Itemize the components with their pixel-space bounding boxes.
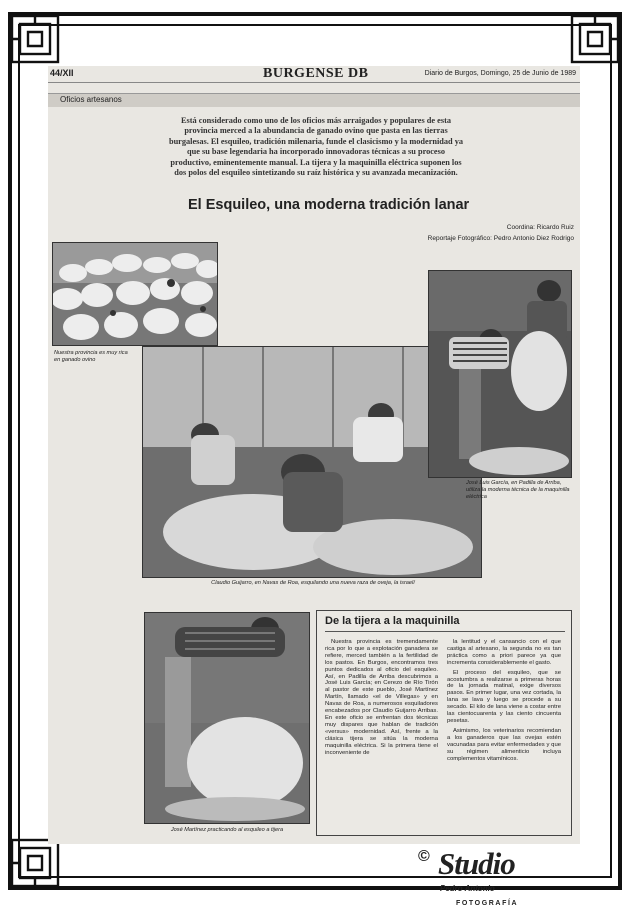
credit-photos: Reportaje Fotográfico: Pedro Antonio Diez Rodrigo	[427, 235, 574, 242]
copyright-symbol: ©	[418, 848, 430, 865]
caption-main: Claudio Guijarro, en Navas de Roa, esquilando una nueva raza de oveja, la israelí	[211, 580, 415, 586]
article-col2-p3: Asimismo, los veterinarios recomiendan a los ganaderos que las ovejas estén vacunadas para evitar enfermedades y que su régimen alimenticio incluya complementos vitamínicos.	[447, 727, 561, 762]
headline: El Esquileo, una moderna tradición lanar	[188, 197, 470, 213]
logo-name: Pedro Antonio	[440, 884, 495, 893]
corner-ornament-tr	[568, 12, 622, 66]
article-column-1	[325, 639, 438, 756]
page-header	[48, 66, 580, 83]
article-title: De la tijera a la maquinilla	[325, 615, 460, 627]
logo-subtitle: FOTOGRAFÍA	[456, 900, 519, 907]
section-bar	[48, 93, 580, 107]
section-title: Oficios artesanos	[60, 95, 122, 104]
photo-scissor-shearing	[144, 612, 310, 824]
caption-sheep: Nuestra provincia es muy rica en ganado ovino	[54, 350, 128, 363]
corner-ornament-bl	[8, 836, 62, 890]
issue-date: Diario de Burgos, Domingo, 25 de Junio de 1989	[424, 70, 576, 77]
article-col2-p2: El proceso del esquileo, que se acostumbra a realizarse a primeras horas de la jornada matinal, exige diversos pasos. En primer lugar, una vez cortada, la lana se lava y luego se procede a su secado. El kilo de lana viene a costar entre las cientocuarenta y las ciento cincuenta pesetas.	[447, 669, 561, 724]
credits	[428, 222, 574, 244]
logo-studio-text: Studio	[438, 846, 515, 881]
article-col2-p1: la lentitud y el cansancio con el que castiga al artesano, la segunda no es tan práctica como a priori parece ya que incrementa considerablemente el gasto.	[447, 639, 561, 666]
article-box	[316, 610, 572, 836]
caption-bottom: José Martínez practicando al esquileo a tijera	[170, 827, 284, 833]
studio-logo	[410, 846, 620, 912]
newspaper-page	[48, 66, 580, 844]
credit-coordination: Coordina: Ricardo Ruiz	[506, 224, 574, 231]
photo-electric-shearing	[428, 270, 572, 478]
masthead: BURGENSE DB	[263, 66, 369, 81]
intro-text: Está considerado como uno de los oficios más arraigados y populares de esta provincia merced a la abundancia de ganado ovino que pasta en las tierras burgalesas. El esquileo, tradición milenaria, funde el clasicismo y la modernidad ya que su base legendaria ha incorporado innovadoras técnicas a su proceso productivo, eminentemente manual. La tijera y la maquinilla eléctrica suponen los dos polos del esquileo sintetizando su raíz histórica y su avanzada mecanización.	[168, 116, 464, 178]
article-column-2	[447, 639, 561, 765]
photo-sheep-flock	[52, 242, 218, 346]
article-col1-text: Nuestra provincia es tremendamente rica por lo que a explotación ganadera se refiere, merced también a la fertilidad de los pastos. En Burgos, encontramos tres puntos dedicados al oficio del esquileo. Así, en Padilla de Arriba descubrimos a José Luis García; en Cerezo de Río Tirón al pastor de este pueblo, José Martínez Martín, llamado «el de Villegas» y en Navas de Roa, a numerosos esquiladores encabezados por Claudio Guijarro Arribas. En este oficio se enfrentan dos técnicas muy dispares que hablan de tradición «versus» modernidad. Así, frente a la clásica tijera se sitúa la moderna maquinilla eléctrica. Si la primera tiene el inconveniente de	[325, 639, 438, 756]
article-rule	[325, 631, 565, 632]
page-number: 44/XII	[50, 68, 74, 78]
corner-ornament-tl	[8, 12, 62, 66]
caption-right: José Luis García, en Padilla de Arriba, utiliza la moderna técnica de la maquinilla eléctrica	[466, 480, 570, 500]
